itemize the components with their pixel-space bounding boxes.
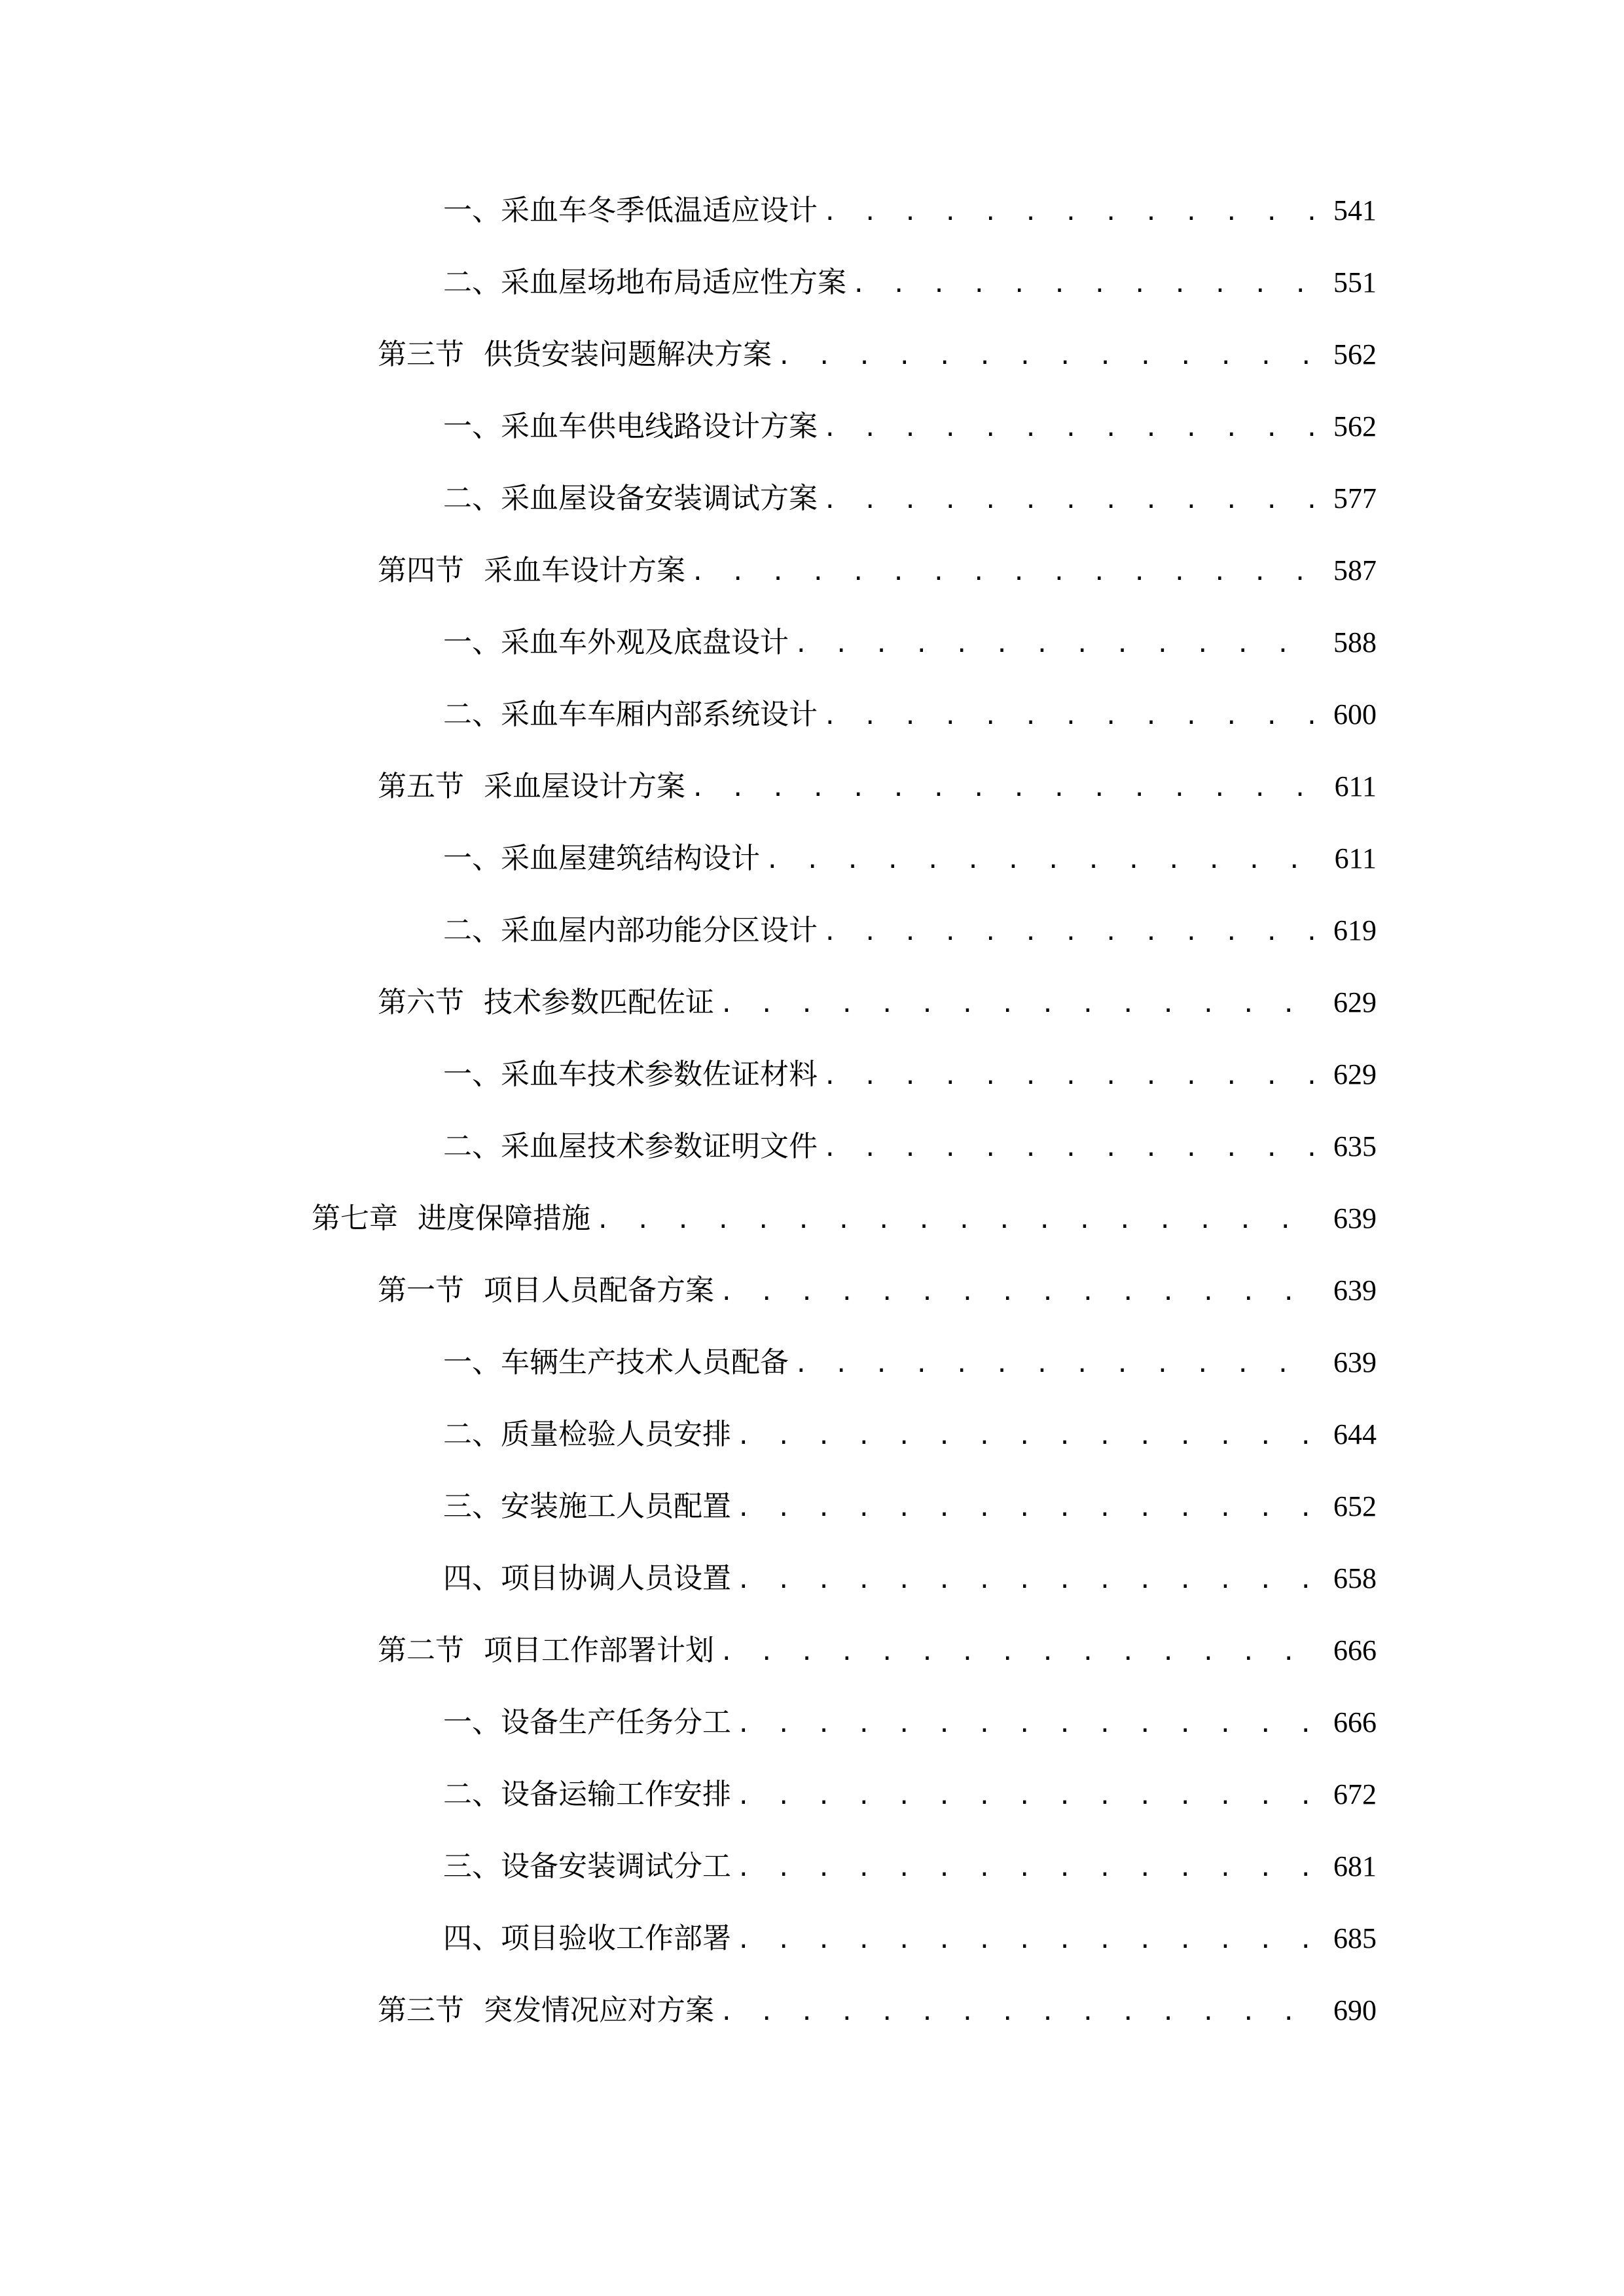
toc-page-number: 629 bbox=[1333, 986, 1377, 1018]
toc-page-number: 587 bbox=[1333, 554, 1377, 586]
toc-entry-number: 一、 bbox=[443, 1346, 501, 1379]
toc-entry-number: 第二节 bbox=[378, 1634, 464, 1667]
toc-leader-dots bbox=[719, 1633, 1320, 1672]
toc-leader-dots bbox=[736, 1777, 1320, 1816]
toc-entry-title: 设备生产任务分工 bbox=[501, 1706, 731, 1739]
toc-entry-number: 一、 bbox=[443, 410, 501, 443]
toc-entry-title: 采血车车厢内部系统设计 bbox=[501, 698, 818, 731]
toc-page-number: 541 bbox=[1333, 194, 1377, 226]
toc-entry-title: 质量检验人员安排 bbox=[501, 1418, 731, 1451]
toc-page-number: 639 bbox=[1333, 1274, 1377, 1306]
toc-subsection-entry[interactable] bbox=[0, 191, 1624, 263]
toc-entry-number: 一、 bbox=[443, 194, 501, 227]
toc-leader-dots bbox=[719, 985, 1320, 1024]
toc-leader-dots bbox=[736, 1417, 1320, 1456]
toc-entry-title: 项目验收工作部署 bbox=[501, 1922, 731, 1955]
toc-subsection-entry[interactable] bbox=[0, 1343, 1624, 1415]
toc-section-entry[interactable] bbox=[0, 335, 1624, 407]
toc-entry-title: 采血车技术参数佐证材料 bbox=[501, 1058, 818, 1091]
toc-entry-number: 二、 bbox=[443, 266, 501, 299]
toc-leader-dots bbox=[691, 553, 1320, 592]
toc-leader-dots bbox=[823, 913, 1320, 952]
toc-entry-title: 项目人员配备方案 bbox=[484, 1274, 714, 1307]
toc-entry-number: 第一节 bbox=[378, 1274, 464, 1307]
toc-entry-number: 二、 bbox=[443, 1130, 501, 1163]
toc-subsection-entry[interactable] bbox=[0, 623, 1624, 695]
toc-leader-dots bbox=[719, 1273, 1320, 1312]
toc-entry-title: 采血车供电线路设计方案 bbox=[501, 410, 818, 443]
toc-leader-dots bbox=[736, 1489, 1320, 1528]
toc-subsection-entry[interactable] bbox=[0, 479, 1624, 551]
toc-entry-number: 三、 bbox=[443, 1850, 501, 1883]
toc-entry-title: 进度保障措施 bbox=[418, 1202, 590, 1235]
toc-entry-title: 突发情况应对方案 bbox=[484, 1994, 714, 2027]
toc-page-number: 562 bbox=[1333, 410, 1377, 442]
toc-entry-title: 供货安装问题解决方案 bbox=[484, 338, 772, 371]
toc-entry-title: 技术参数匹配佐证 bbox=[484, 986, 714, 1019]
toc-entry-number: 二、 bbox=[443, 698, 501, 731]
toc-entry-number: 二、 bbox=[443, 482, 501, 515]
toc-section-entry[interactable] bbox=[0, 767, 1624, 839]
toc-page-number: 629 bbox=[1333, 1058, 1377, 1090]
toc-page-number: 577 bbox=[1333, 482, 1377, 514]
toc-page-number: 611 bbox=[1334, 770, 1377, 802]
toc-entry-title: 车辆生产技术人员配备 bbox=[501, 1346, 789, 1379]
toc-leader-dots bbox=[719, 1993, 1320, 2032]
toc-entry-title: 设备运输工作安排 bbox=[501, 1778, 731, 1811]
toc-entry-title: 采血屋内部功能分区设计 bbox=[501, 914, 818, 947]
toc-entry-number: 第四节 bbox=[378, 554, 464, 587]
toc-page-number: 600 bbox=[1333, 698, 1377, 730]
toc-subsection-entry[interactable] bbox=[0, 1919, 1624, 1991]
toc-leader-dots bbox=[596, 1201, 1320, 1240]
toc-entry-number: 二、 bbox=[443, 1418, 501, 1451]
toc-entry-number: 一、 bbox=[443, 626, 501, 659]
toc-entry-number: 三、 bbox=[443, 1490, 501, 1523]
toc-entry-title: 项目协调人员设置 bbox=[501, 1562, 731, 1595]
toc-page-number: 666 bbox=[1333, 1706, 1377, 1738]
toc-page-number: 639 bbox=[1333, 1202, 1377, 1234]
toc-section-entry[interactable] bbox=[0, 983, 1624, 1055]
toc-subsection-entry[interactable] bbox=[0, 263, 1624, 335]
toc-page-number: 681 bbox=[1333, 1850, 1377, 1882]
table-of-contents bbox=[0, 191, 1624, 2063]
toc-leader-dots bbox=[736, 1561, 1320, 1600]
toc-leader-dots bbox=[852, 265, 1320, 304]
toc-entry-number: 第三节 bbox=[378, 1994, 464, 2027]
toc-entry-title: 采血车冬季低温适应设计 bbox=[501, 194, 818, 227]
toc-subsection-entry[interactable] bbox=[0, 1775, 1624, 1847]
toc-entry-title: 采血车外观及底盘设计 bbox=[501, 626, 789, 659]
toc-entry-number: 二、 bbox=[443, 1778, 501, 1811]
toc-page-number: 644 bbox=[1333, 1418, 1377, 1450]
toc-entry-title: 采血屋技术参数证明文件 bbox=[501, 1130, 818, 1163]
toc-leader-dots bbox=[765, 841, 1322, 880]
toc-subsection-entry[interactable] bbox=[0, 1055, 1624, 1127]
toc-leader-dots bbox=[823, 697, 1320, 736]
toc-page-number: 588 bbox=[1333, 626, 1377, 658]
toc-entry-title: 采血屋设计方案 bbox=[484, 770, 685, 803]
toc-entry-number: 第七章 bbox=[312, 1202, 398, 1235]
toc-leader-dots bbox=[794, 625, 1320, 664]
toc-entry-title: 采血车设计方案 bbox=[484, 554, 685, 587]
toc-chapter-entry[interactable] bbox=[0, 1199, 1624, 1271]
toc-leader-dots bbox=[823, 1129, 1320, 1168]
toc-entry-number: 第六节 bbox=[378, 986, 464, 1019]
toc-entry-number: 一、 bbox=[443, 1706, 501, 1739]
toc-section-entry[interactable] bbox=[0, 1631, 1624, 1703]
toc-entry-number: 第五节 bbox=[378, 770, 464, 803]
toc-subsection-entry[interactable] bbox=[0, 695, 1624, 767]
toc-leader-dots bbox=[736, 1921, 1320, 1960]
toc-leader-dots bbox=[777, 337, 1320, 376]
toc-entry-number: 四、 bbox=[443, 1922, 501, 1955]
toc-subsection-entry[interactable] bbox=[0, 1487, 1624, 1559]
toc-entry-title: 采血屋设备安装调试方案 bbox=[501, 482, 818, 515]
toc-page-number: 619 bbox=[1333, 914, 1377, 946]
toc-page-number: 652 bbox=[1333, 1490, 1377, 1522]
toc-leader-dots bbox=[691, 769, 1322, 808]
toc-entry-title: 设备安装调试分工 bbox=[501, 1850, 731, 1883]
toc-subsection-entry[interactable] bbox=[0, 1703, 1624, 1775]
toc-leader-dots bbox=[823, 1057, 1320, 1096]
toc-leader-dots bbox=[736, 1849, 1320, 1888]
toc-subsection-entry[interactable] bbox=[0, 407, 1624, 479]
toc-subsection-entry[interactable] bbox=[0, 1847, 1624, 1919]
toc-leader-dots bbox=[823, 481, 1320, 520]
toc-section-entry[interactable] bbox=[0, 1991, 1624, 2063]
toc-subsection-entry[interactable] bbox=[0, 1559, 1624, 1631]
toc-page-number: 635 bbox=[1333, 1130, 1377, 1162]
toc-entry-number: 四、 bbox=[443, 1562, 501, 1595]
toc-page-number: 666 bbox=[1333, 1634, 1377, 1666]
toc-entry-title: 安装施工人员配置 bbox=[501, 1490, 731, 1523]
toc-subsection-entry[interactable] bbox=[0, 1415, 1624, 1487]
toc-subsection-entry[interactable] bbox=[0, 911, 1624, 983]
toc-entry-number: 二、 bbox=[443, 914, 501, 947]
toc-leader-dots bbox=[794, 1345, 1320, 1384]
toc-leader-dots bbox=[736, 1705, 1320, 1744]
toc-subsection-entry[interactable] bbox=[0, 839, 1624, 911]
toc-entry-title: 采血屋建筑结构设计 bbox=[501, 842, 760, 875]
toc-page-number: 611 bbox=[1334, 842, 1377, 874]
toc-subsection-entry[interactable] bbox=[0, 1127, 1624, 1199]
toc-section-entry[interactable] bbox=[0, 1271, 1624, 1343]
toc-entry-number: 一、 bbox=[443, 842, 501, 875]
toc-page-number: 685 bbox=[1333, 1922, 1377, 1954]
toc-page-number: 562 bbox=[1333, 338, 1377, 370]
toc-page-number: 690 bbox=[1333, 1994, 1377, 2026]
toc-entry-number: 第三节 bbox=[378, 338, 464, 371]
toc-entry-title: 采血屋场地布局适应性方案 bbox=[501, 266, 846, 299]
toc-page-number: 551 bbox=[1333, 266, 1377, 298]
toc-leader-dots bbox=[823, 409, 1320, 448]
toc-entry-title: 项目工作部署计划 bbox=[484, 1634, 714, 1667]
toc-page-number: 672 bbox=[1333, 1778, 1377, 1810]
toc-page-number: 639 bbox=[1333, 1346, 1377, 1378]
toc-entry-number: 一、 bbox=[443, 1058, 501, 1091]
toc-page-number: 658 bbox=[1333, 1562, 1377, 1594]
toc-leader-dots bbox=[823, 193, 1320, 232]
toc-section-entry[interactable] bbox=[0, 551, 1624, 623]
